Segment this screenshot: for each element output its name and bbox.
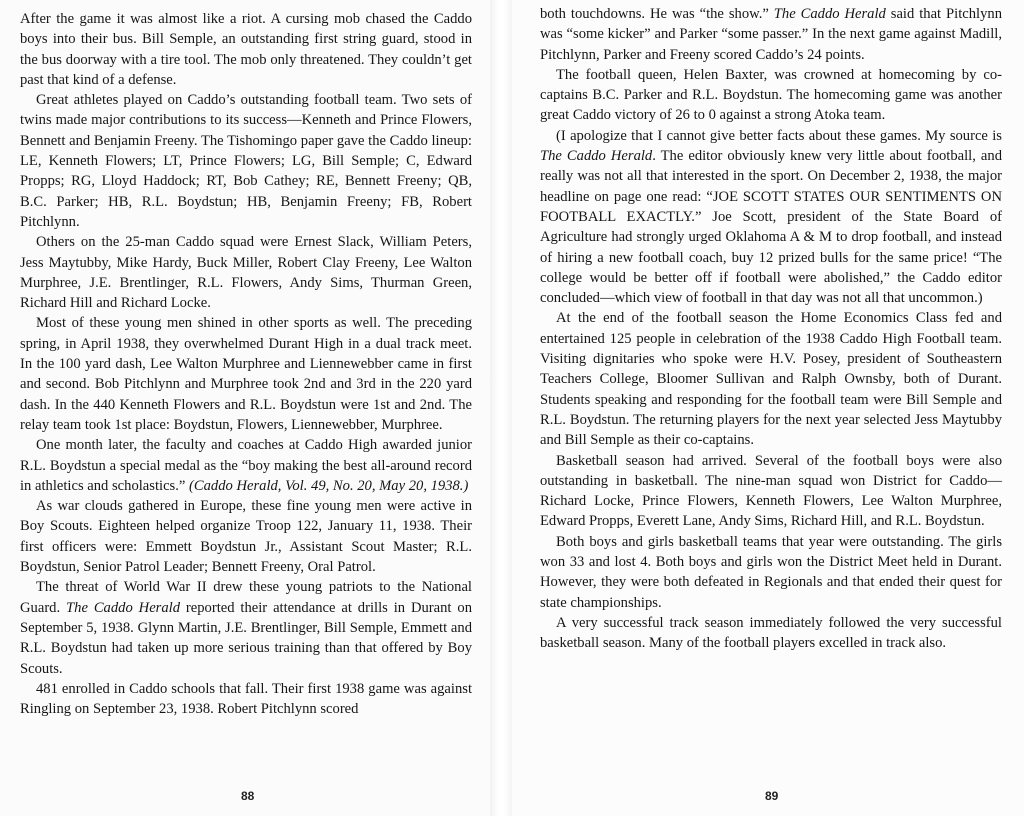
paragraph-homecoming: The football queen, Helen Baxter, was crowned at homecoming by co-captains B.C. Parker and R.L. Boydstun. The homecoming game was another great Caddo victory of 26 to 0 against a strong Atoka team.	[540, 66, 1002, 124]
paragraph-medal	[20, 435, 472, 496]
paragraph-squad: Others on the 25-man Caddo squad were Ernest Slack, William Peters, Jess Maytubby, Mike Hardy, Buck Miller, Robert Clay Freeny, Lee Walton Murphree, J.E. Brentlinger, R.L. Flowers, Andy Sims, Thurman Green, Richard Hill and Richard Locke.	[20, 234, 472, 312]
apology-text: (I apologize that I cannot give better facts about these games. My source is	[556, 127, 1002, 144]
medal-citation: (Caddo Herald, Vol. 49, No. 20, May 20, 1938.)	[189, 477, 469, 494]
page-number-right: 89	[765, 789, 779, 803]
paragraph-apology	[540, 126, 1002, 309]
paragraph-touchdowns	[540, 4, 1002, 65]
apology-text-rest: . The editor obviously knew very little about football, and really was not all that interested in the sport. On December 2, 1938, the major headline on page one read: “JOE SCOTT STATES OUR SENTIMENTS ON FOOTBALL EXACTLY.” Joe Scott, president of the State Board of Agriculture had strongly urged Oklahoma A & M to drop football, and instead of hiring a new football coach, buy 12 prized bulls for the same price! “The college would be better off if football were abolished,” the Caddo editor concluded—which view of football in that day was not all that uncommon.)	[540, 148, 1002, 307]
medal-text: One month later, the faculty and coaches at Caddo High awarded junior R.L. Boydstun a special medal as the “boy making the best all-around record in athletics and scholastics.”	[20, 437, 472, 494]
paragraph-banquet: At the end of the football season the Home Economics Class fed and entertained 125 people in celebration of the 1938 Caddo High Football team. Visiting dignitaries who spoke were H.V. Posey, president of Southeastern Teachers College, Bloomer Sullivan and Ralph Ownsby, both of Durant. Students speaking and responding for the football team were Bill Semple and R.L. Boydstun. The returning players for the next year selected Jess Maytubby and Bill Semple as their co-captains.	[540, 310, 1002, 449]
paragraph-enrollment: 481 enrolled in Caddo schools that fall. Their first 1938 game was against Ringling on September 23, 1938. Robert Pitchlynn scored	[20, 680, 472, 718]
guard-text-rest: reported their attendance at drills in Durant on September 5, 1938. Glynn Martin, J.E. Brentlinger, Bill Semple, Emmett and R.L. Boydstun had taken up more serious training than that offered by Boy Scouts.	[20, 599, 472, 677]
paragraph-lineup: Great athletes played on Caddo’s outstanding football team. Two sets of twins made major contributions to its success—Kenneth and Prince Flowers, Bennett and Benjamin Freeny. The Tishomingo paper gave the Caddo lineup: LE, Kenneth Flowers; LT, Prince Flowers; LG, Bill Semple; C, Edward Propps; RG, Lloyd Haddock; RT, Bob Cathey; RE, Bennett Freeny; QB, B.C. Parker; HB, R.L. Boydstun; HB, Benjamin Freeny; FB, Robert Pitchlynn.	[20, 92, 472, 230]
paragraph-riot: After the game it was almost like a riot. A cursing mob chased the Caddo boys into their bus. Bill Semple, an outstanding first string guard, stood in the bus doorway with a tire tool. The mob only threatened. They couldn’t get past that kind of a defense.	[20, 11, 472, 88]
touchdowns-text-rest: said that Pitchlynn was “some kicker” and Parker “some passer.” In the next game against Madill, Pitchlynn, Parker and Freeny scored Caddo’s 24 points.	[540, 6, 1002, 63]
touchdowns-newspaper: The Caddo Herald	[773, 6, 886, 22]
paragraph-girls-basketball: Both boys and girls basketball teams that year were outstanding. The girls won 33 and lost 4. Both boys and girls won the District Meet held in Durant. However, they were both defeated in Regionals and that ended their quest for state championships.	[540, 533, 1002, 611]
right-page-text	[540, 4, 1002, 654]
right-page	[512, 0, 1024, 816]
paragraph-track-meet: Most of these young men shined in other sports as well. The preceding spring, in April 1938, they overwhelmed Durant High in a dual track meet. In the 100 yard dash, Lee Walton Murphree and Liennewebber came in first and second. Bob Pitchlynn and Murphree took 2nd and 3rd in the 220 yard dash. In the 440 Kenneth Flowers and R.L. Boydstun were 1st and 2nd. The relay team took 1st place: Boydstun, Flowers, Liennewebber, Murphree.	[20, 315, 472, 433]
book-gutter	[490, 0, 512, 816]
touchdowns-text: both touchdowns. He was “the show.”	[540, 6, 774, 22]
guard-newspaper: The Caddo Herald	[66, 599, 180, 616]
paragraph-national-guard	[20, 577, 472, 678]
apology-newspaper: The Caddo Herald	[540, 148, 653, 165]
guard-text: The threat of World War II drew these young patriots to the National Guard.	[20, 579, 472, 616]
paragraph-boy-scouts: As war clouds gathered in Europe, these fine young men were active in Boy Scouts. Eighteen helped organize Troop 122, January 11, 1938. Their first officers were: Emmett Boydstun Jr., Assistant Scout Master; R.L. Boydstun, Senior Patrol Leader; Bennett Freeny, Oral Patrol.	[20, 498, 472, 576]
left-page-text	[20, 9, 472, 719]
page-number-left: 88	[241, 789, 255, 803]
paragraph-track-season: A very successful track season immediately followed the very successful basketball season. Many of the football players excelled in track also.	[540, 614, 1002, 652]
left-page	[0, 0, 490, 816]
paragraph-basketball: Basketball season had arrived. Several of the football boys were also outstanding in basketball. The nine-man squad won District for Caddo—Richard Locke, Prince Flowers, Kenneth Flowers, Lee Walton Murphree, Edward Propps, Everett Lane, Andy Sims, Richard Hill, and R.L. Boydstun.	[540, 452, 1002, 530]
